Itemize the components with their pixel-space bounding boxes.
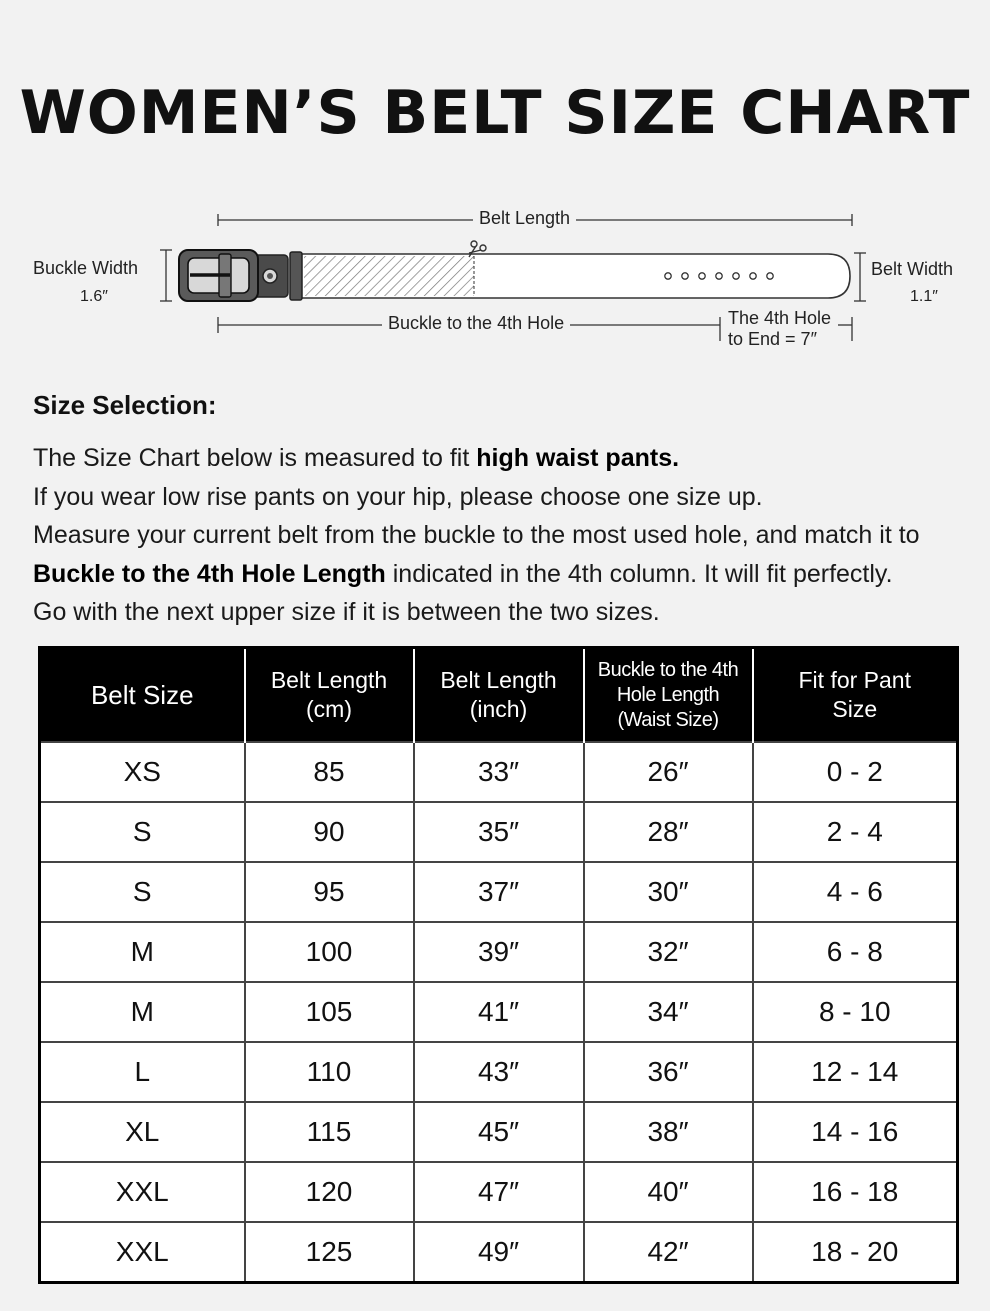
cell-pant-size: 2 - 4 — [753, 802, 958, 862]
cell-pant-size: 4 - 6 — [753, 862, 958, 922]
fourth-hole-label: The 4th Hole — [728, 308, 832, 328]
belt-keeper — [290, 252, 302, 300]
cell-belt-size: M — [40, 982, 245, 1042]
cell-pant-size: 6 - 8 — [753, 922, 958, 982]
size-selection-line4: indicated in the 4th column. It will fit perfectly. — [385, 559, 893, 588]
cell-pant-size: 0 - 2 — [753, 742, 958, 802]
buckle-icon — [179, 250, 258, 301]
cell-length-cm: 90 — [245, 802, 414, 862]
table-row — [40, 1102, 958, 1162]
cell-length-inch: 37″ — [414, 862, 584, 922]
buckle-width-dimension — [160, 250, 172, 301]
size-table-header — [40, 648, 958, 743]
belt-length-label: Belt Length — [473, 208, 576, 229]
cell-belt-size: XXL — [40, 1222, 245, 1283]
fourth-hole-to-end-label: to End = 7″ — [728, 329, 817, 349]
cell-waist-size: 38″ — [584, 1102, 753, 1162]
buckle-to-hole-label: Buckle to the 4th Hole — [382, 313, 570, 334]
belt-width-label: Belt Width — [871, 259, 954, 279]
size-selection-line5: Go with the next upper size if it is between the two sizes. — [33, 598, 660, 626]
cell-belt-size: M — [40, 922, 245, 982]
buckle-width-label: Buckle Width — [33, 258, 139, 278]
belt-width-dimension — [854, 253, 866, 301]
cell-pant-size: 16 - 18 — [753, 1162, 958, 1222]
header-buckle-to-hole: Buckle to the 4th Hole Length (Waist Size) — [584, 648, 753, 743]
size-selection-line2: If you wear low rise pants on your hip, please choose one size up. — [33, 482, 763, 511]
cell-waist-size: 40″ — [584, 1162, 753, 1222]
table-row — [40, 742, 958, 802]
size-selection-heading: Size Selection: — [33, 390, 217, 420]
cell-length-inch: 47″ — [414, 1162, 584, 1222]
size-selection-line4-bold: Buckle to the 4th Hole Length — [33, 559, 386, 588]
cell-pant-size: 14 - 16 — [753, 1102, 958, 1162]
buckle-width-value: 1.6″ — [80, 288, 108, 305]
cell-length-inch: 35″ — [414, 802, 584, 862]
cell-length-inch: 33″ — [414, 742, 584, 802]
header-fit-for-pant-size: Fit for Pant Size — [753, 648, 958, 743]
belt-width-value: 1.1″ — [910, 288, 938, 305]
header-belt-size: Belt Size — [40, 648, 245, 743]
cell-pant-size: 8 - 10 — [753, 982, 958, 1042]
cell-length-cm: 115 — [245, 1102, 414, 1162]
cell-length-cm: 110 — [245, 1042, 414, 1102]
cell-pant-size: 18 - 20 — [753, 1222, 958, 1283]
cell-waist-size: 36″ — [584, 1042, 753, 1102]
cell-waist-size: 30″ — [584, 862, 753, 922]
cell-belt-size: XL — [40, 1102, 245, 1162]
cell-length-cm: 100 — [245, 922, 414, 982]
header-belt-length-cm: Belt Length (cm) — [245, 648, 414, 743]
cell-waist-size: 28″ — [584, 802, 753, 862]
size-selection-section — [33, 390, 973, 632]
cell-waist-size: 34″ — [584, 982, 753, 1042]
cell-length-cm: 95 — [245, 862, 414, 922]
table-row — [40, 862, 958, 922]
cell-length-inch: 43″ — [414, 1042, 584, 1102]
cell-belt-size: S — [40, 802, 245, 862]
cell-length-inch: 49″ — [414, 1222, 584, 1283]
cell-length-inch: 41″ — [414, 982, 584, 1042]
cell-length-cm: 125 — [245, 1222, 414, 1283]
cell-waist-size: 26″ — [584, 742, 753, 802]
size-selection-text — [33, 439, 973, 632]
cell-pant-size: 12 - 14 — [753, 1042, 958, 1102]
cell-belt-size: XS — [40, 742, 245, 802]
cell-waist-size: 32″ — [584, 922, 753, 982]
cell-length-inch: 39″ — [414, 922, 584, 982]
cell-length-inch: 45″ — [414, 1102, 584, 1162]
size-selection-line1: The Size Chart below is measured to fit — [33, 444, 477, 472]
cell-length-cm: 105 — [245, 982, 414, 1042]
table-row — [40, 1042, 958, 1102]
table-row — [40, 1222, 958, 1283]
cell-length-cm: 85 — [245, 742, 414, 802]
cell-length-cm: 120 — [245, 1162, 414, 1222]
cell-belt-size: L — [40, 1042, 245, 1102]
size-table — [38, 646, 959, 1284]
table-row — [40, 982, 958, 1042]
cell-belt-size: XXL — [40, 1162, 245, 1222]
cell-waist-size: 42″ — [584, 1222, 753, 1283]
page-title: WOMEN’S BELT SIZE CHART — [19, 78, 971, 148]
belt-diagram — [0, 195, 990, 360]
size-selection-line1-bold: high waist pants. — [476, 444, 680, 472]
table-row — [40, 802, 958, 862]
header-belt-length-inch: Belt Length (inch) — [414, 648, 584, 743]
table-row — [40, 922, 958, 982]
table-row — [40, 1162, 958, 1222]
size-selection-line3: Measure your current belt from the buckle to the most used hole, and match it to — [33, 521, 920, 549]
cell-belt-size: S — [40, 862, 245, 922]
